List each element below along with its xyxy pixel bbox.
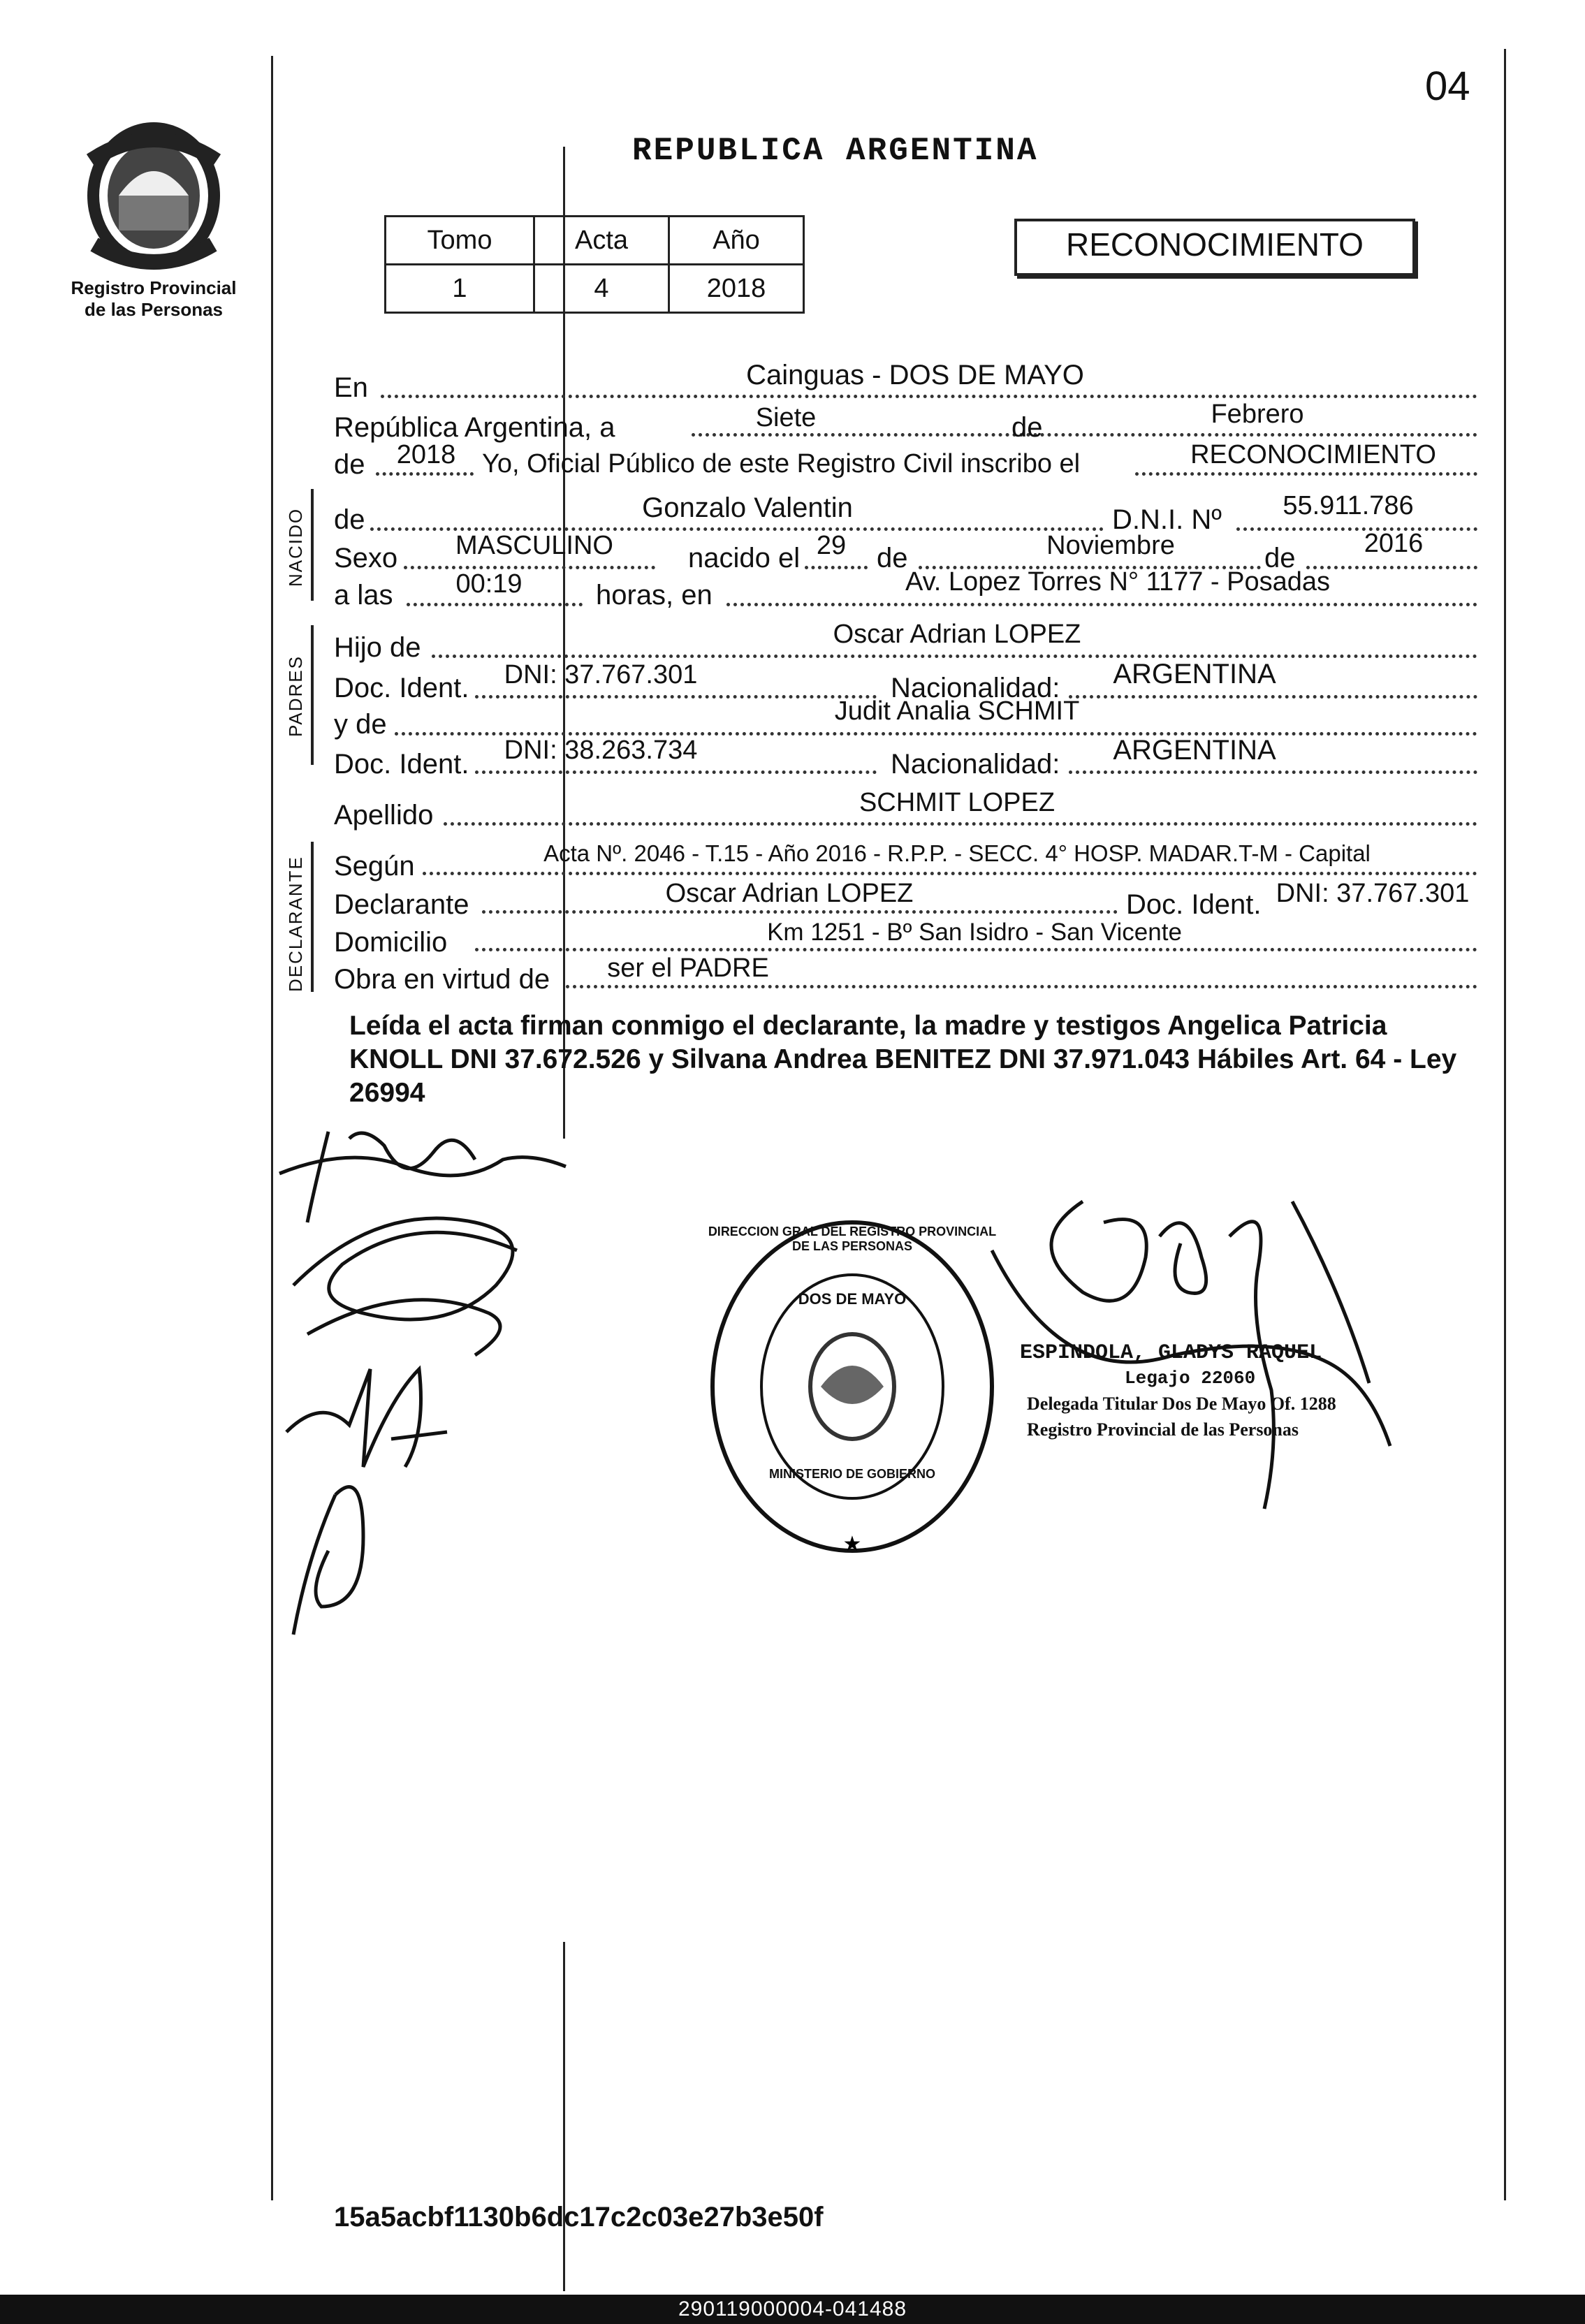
- header-acta: Acta: [534, 217, 669, 265]
- logo-caption-1: Registro Provincial: [71, 277, 237, 298]
- stamp-seal-icon: [706, 1212, 999, 1561]
- country-title: REPUBLICA ARGENTINA: [632, 133, 1039, 169]
- obra-value: ser el PADRE: [607, 953, 769, 983]
- act-value: RECONOCIMIENTO: [1190, 440, 1436, 469]
- child-dni: 55.911.786: [1283, 491, 1414, 520]
- sexo-value: MASCULINO: [455, 531, 613, 560]
- nacido-bracket: [311, 489, 314, 601]
- de-label-c: de: [1264, 543, 1296, 573]
- year-dots: [376, 472, 474, 476]
- horas-label: horas, en: [596, 580, 713, 611]
- registry-header-row: [386, 217, 804, 265]
- dni-label: D.N.I. Nº: [1112, 504, 1222, 535]
- time-dots: [407, 603, 583, 606]
- nac-label-mother: Nacionalidad:: [891, 749, 1060, 780]
- domicilio-value: Km 1251 - Bº San Isidro - San Vicente: [767, 919, 1182, 946]
- closing-text: Leída el acta firman conmigo el declarante, la madre y testigos Angelica Patricia KNOLL DNI 37.672.526 y Silvana Andrea BENITEZ DNI 37.971.043 Hábiles Art. 64 - Ley 26994: [349, 1011, 1457, 1108]
- de-label-b: de: [877, 543, 908, 573]
- nacido-el-label: nacido el: [688, 543, 801, 573]
- sexo-label: Sexo: [334, 543, 398, 573]
- decl-doc-label: Doc. Ident.: [1126, 889, 1262, 920]
- official-stamp: [706, 1212, 999, 1561]
- decl-doc-value: DNI: 37.767.301: [1276, 879, 1470, 908]
- place-dots: [726, 603, 1477, 606]
- day-value: Siete: [755, 403, 817, 432]
- padres-label: PADRES: [285, 655, 306, 737]
- official-legajo: Legajo 22060: [1125, 1368, 1256, 1389]
- father-nationality: ARGENTINA: [1113, 659, 1276, 689]
- birth-month: Noviembre: [1046, 531, 1175, 560]
- father-name: Oscar Adrian LOPEZ: [833, 620, 1081, 649]
- official-office: Registro Provincial de las Personas: [1027, 1419, 1299, 1440]
- segun-dots: [423, 872, 1477, 875]
- obra-dots: [566, 985, 1477, 988]
- mother-nat-dots: [1069, 770, 1477, 774]
- yo-text: Yo, Oficial Público de este Registro Civil inscribo el: [482, 449, 1081, 478]
- declarante-label: DECLARANTE: [285, 856, 306, 992]
- official-role: Delegada Titular Dos De Mayo Of. 1288: [1027, 1394, 1336, 1414]
- de-label-1: de: [1011, 412, 1043, 443]
- mother-nationality: ARGENTINA: [1113, 735, 1276, 766]
- document-hash: 15a5acbf1130b6dc17c2c03e27b3e50f: [334, 2202, 824, 2232]
- domicilio-label: Domicilio: [334, 927, 448, 958]
- father-dots: [432, 655, 1477, 658]
- act-type-text: RECONOCIMIENTO: [1066, 226, 1364, 263]
- declarante-name: Oscar Adrian LOPEZ: [665, 879, 914, 908]
- apellido-value: SCHMIT LOPEZ: [859, 788, 1056, 817]
- birth-time: 00:19: [455, 569, 523, 599]
- province-emblem-icon: [70, 119, 238, 279]
- declarante-name-label: Declarante: [334, 889, 469, 920]
- decl-dots: [482, 910, 1118, 914]
- stamp-outer-text: DIRECCION GRAL DEL REGISTRO PROVINCIAL DE LAS PERSONAS: [708, 1225, 997, 1253]
- value-tomo: 1: [386, 265, 534, 313]
- footer-code: 290119000004-041488: [0, 2295, 1585, 2324]
- header-tomo: Tomo: [386, 217, 534, 265]
- nacido-label: NACIDO: [285, 507, 306, 587]
- value-ano: 2018: [669, 265, 804, 313]
- birth-day: 29: [816, 531, 847, 560]
- obra-label: Obra en virtud de: [334, 964, 550, 995]
- apellido-dots: [444, 822, 1477, 826]
- right-margin-line: [1504, 49, 1506, 2200]
- act-dots: [1135, 472, 1477, 476]
- scan-fold-line-lower: [563, 1942, 565, 2291]
- birth-place: Av. Lopez Torres N° 1177 - Posadas: [905, 567, 1331, 597]
- province-logo: [70, 119, 238, 279]
- birth-year: 2016: [1364, 529, 1424, 558]
- declarante-bracket: [311, 842, 314, 992]
- republica-dots: [692, 433, 1477, 437]
- mother-name: Judit Analia SCHMIT: [834, 696, 1080, 726]
- official-name: ESPINDOLA, GLADYS RAQUEL: [1020, 1341, 1322, 1365]
- segun-value: Acta Nº. 2046 - T.15 - Año 2016 - R.P.P. - SECC. 4° HOSP. MADAR.T-M - Capital: [543, 840, 1371, 866]
- logo-caption-2: de las Personas: [85, 299, 223, 320]
- doc-label-father: Doc. Ident.: [334, 673, 469, 703]
- year-value: 2018: [396, 440, 456, 469]
- a-las-label: a las: [334, 580, 393, 611]
- father-doc: DNI: 37.767.301: [504, 660, 698, 689]
- hijo-label: Hijo de: [334, 632, 421, 663]
- header-ano: Año: [669, 217, 804, 265]
- de-label-2: de: [334, 449, 365, 480]
- domicilio-dots: [475, 948, 1477, 951]
- page-number: 04: [1425, 64, 1470, 109]
- en-label: En: [334, 372, 368, 403]
- mother-doc-dots: [475, 770, 877, 774]
- witness-signatures-icon: [265, 1104, 629, 1662]
- registry-table: [384, 215, 805, 314]
- y-de-label: y de: [334, 709, 387, 740]
- republica-label: República Argentina, a: [334, 412, 615, 443]
- mother-doc: DNI: 38.263.734: [504, 736, 698, 765]
- stamp-inner-bottom: MINISTERIO DE GOBIERNO: [768, 1467, 936, 1481]
- registry-value-row: [386, 265, 804, 313]
- doc-label-mother: Doc. Ident.: [334, 749, 469, 780]
- en-value: Cainguas - DOS DE MAYO: [746, 360, 1084, 390]
- nacido-de-label: de: [334, 504, 365, 535]
- padres-bracket: [311, 625, 314, 765]
- month-value: Febrero: [1211, 400, 1304, 429]
- child-name: Gonzalo Valentin: [642, 492, 853, 523]
- apellido-label: Apellido: [334, 800, 434, 831]
- segun-label: Según: [334, 851, 415, 882]
- nac-label-father: Nacionalidad:: [891, 673, 1060, 703]
- svg-text:★: ★: [842, 1533, 862, 1556]
- en-dots: [381, 395, 1477, 398]
- stamp-inner-top: DOS DE MAYO: [798, 1290, 907, 1308]
- value-acta: 4: [534, 265, 669, 313]
